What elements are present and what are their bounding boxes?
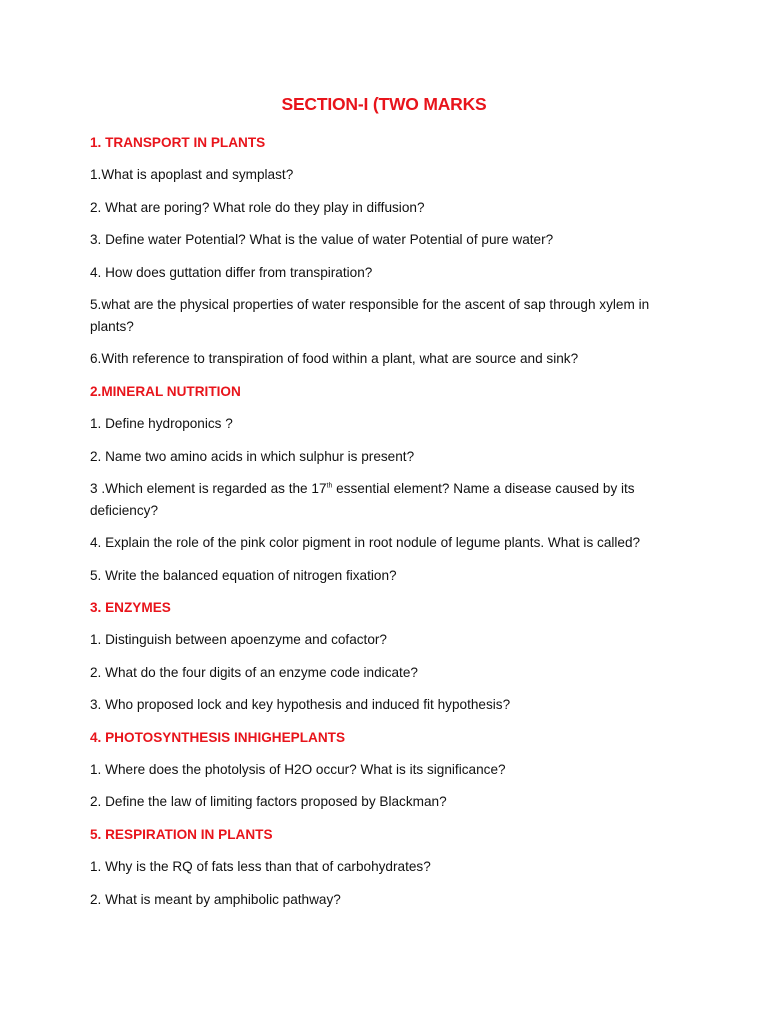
section-heading-mineral-nutrition: 2.MINERAL NUTRITION (90, 383, 241, 399)
question: 1. Distinguish between apoenzyme and cofactor? (90, 632, 387, 648)
section-heading-photosynthesis: 4. PHOTOSYNTHESIS INHIGHEPLANTS (90, 729, 346, 745)
ordinal-suffix: th (326, 482, 333, 490)
section-heading-transport-in-plants: 1. TRANSPORT IN PLANTS (90, 135, 266, 150)
question: 2. What is meant by amphibolic pathway? (90, 891, 341, 907)
question: 3 .Which element is regarded as the 17th essential element? Name a disease caused by its deficiency? (90, 480, 635, 518)
question: 2. What are poring? What role do they play in diffusion? (90, 199, 425, 215)
question: 5.what are the physical properties of water responsible for the ascent of sap through xylem in plants? (90, 296, 650, 334)
question: 2. Name two amino acids in which sulphur is present? (90, 448, 415, 464)
question: 3. Who proposed lock and key hypothesis and induced fit hypothesis? (90, 697, 511, 713)
question: 1. Define hydroponics ? (90, 416, 233, 432)
question: 1. Where does the photolysis of H2O occur? What is its significance? (90, 762, 506, 778)
question-list (90, 132, 680, 921)
question: 4. How does guttation differ from transpiration? (90, 264, 373, 280)
section-heading-respiration-in-plants: 5. RESPIRATION IN PLANTS (90, 826, 273, 842)
page-title: SECTION-I (TWO MARKS (281, 94, 487, 114)
question: 1. Why is the RQ of fats less than that of carbohydrates? (90, 859, 431, 875)
question: 1.What is apoplast and symplast? (90, 167, 294, 183)
question: 2. What do the four digits of an enzyme code indicate? (90, 664, 418, 680)
question: 2. Define the law of limiting factors proposed by Blackman? (90, 794, 447, 810)
section-heading-enzymes: 3. ENZYMES (90, 600, 171, 616)
question: 4. Explain the role of the pink color pigment in root nodule of legume plants. What is called? (90, 535, 641, 551)
question: 5. Write the balanced equation of nitrogen fixation? (90, 567, 397, 583)
question: 6.With reference to transpiration of food within a plant, what are source and sink? (90, 351, 579, 367)
question: 3. Define water Potential? What is the value of water Potential of pure water? (90, 232, 554, 248)
